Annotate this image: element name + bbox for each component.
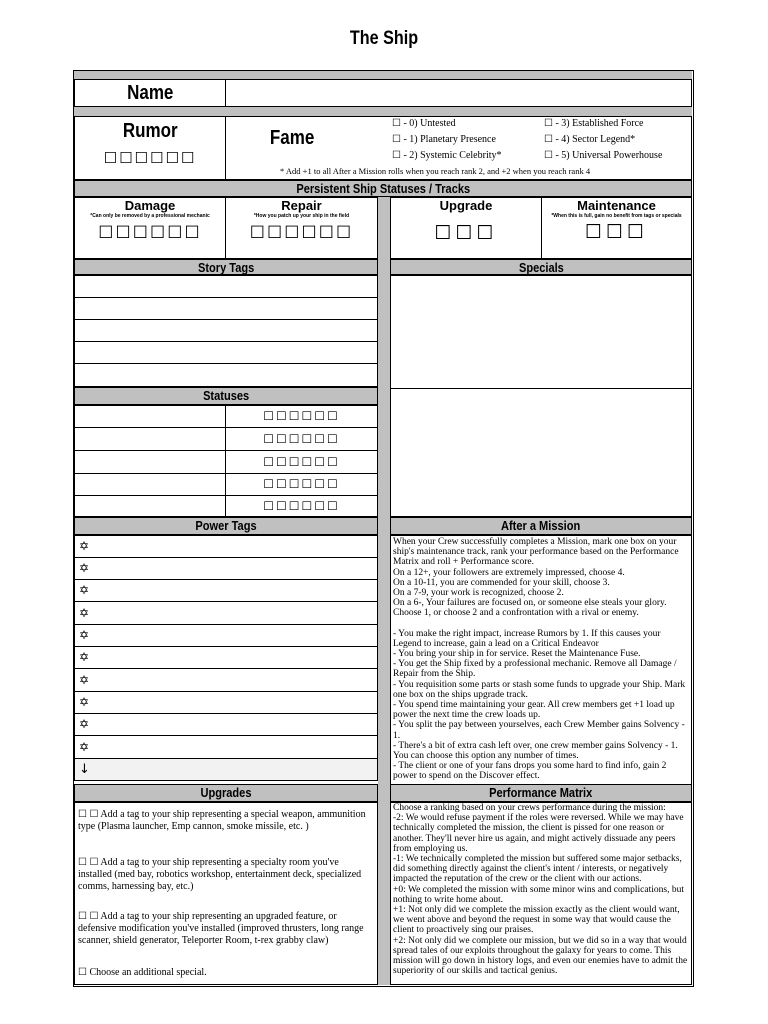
after-mission-text [390,535,692,787]
performance-line: -2: We would refuse payment if the roles were reversed. While we may have technically completed the mission, the client is pissed for one reason or another. They'll never hire us again, and might actively dissuade any peers from employing us. [393,813,684,854]
damage-checkboxes[interactable]: ☐☐☐☐☐☐ [98,223,202,243]
persistent-header: Persistent Ship Statuses / Tracks [74,180,692,197]
after-mission-line: On a 6-, Your failures are focused on, or someone else steals your glory. Choose 1, or choose 2 and a confrontation with a rival or enemy. [393,598,667,619]
star-icon: ✡ [79,606,90,620]
fame-note: * Add +1 to all After a Mission rolls when you reach rank 2, and +2 when you reach rank 4 [280,166,591,176]
power-tags-header: Power Tags [74,517,378,535]
arrow-down-icon: ↓ [79,762,90,777]
fame-cell [225,116,692,180]
maintenance-note: *When this is full, gain no benefit from tags or specials [551,213,682,219]
name-label-cell [74,79,226,107]
performance-text [390,802,692,985]
after-mission-line: When your Crew successfully completes a Mission, mark one box on your ship's maintenance track, rank your performance based on the Performance Matrix and roll + Performance score. [393,537,679,568]
middle-gap-2 [378,517,390,787]
power-tag-row[interactable] [74,713,378,736]
story-tag-row[interactable] [74,341,378,364]
star-icon: ✡ [79,628,90,642]
power-tag-row[interactable] [74,601,378,625]
upgrade-option[interactable]: ☐ ☐ Add a tag to your ship representing an upgraded feature, or defensive modification you've installed (improved thrusters, long range scanner, shield generator, Teleporter Room, t-rex grabby claw) [78,911,364,946]
star-icon: ✡ [79,673,90,687]
status-name[interactable] [74,405,226,428]
performance-header: Performance Matrix [390,784,692,802]
upgrade-option[interactable]: ☐ Choose an additional special. [78,967,207,978]
after-mission-line: - You spend time maintaining your gear. All crew members get +1 load up power the next time the crew loads up. [393,700,675,721]
status-name[interactable] [74,450,226,474]
ship-sheet [73,70,694,987]
status-tier-boxes[interactable]: ☐☐☐☐☐☐ [225,495,378,517]
story-tag-row[interactable] [74,275,378,298]
persistent-gap [378,197,390,259]
upgrade-cell [390,197,542,259]
performance-line: Choose a ranking based on your crews performance during the mission: [393,803,666,813]
power-tag-row[interactable] [74,579,378,602]
top-strip [74,71,692,79]
middle-gap-3 [378,784,390,985]
after-mission-line: On a 7-9, your work is recognized, choose 2. [393,588,564,599]
after-mission-line: - The client or one of your fans drops you some hard to find info, gain 2 power to spend on the Discover effect. [393,761,667,782]
maintenance-checkboxes[interactable]: ☐☐☐ [584,221,649,243]
rumor-checkboxes[interactable]: ☐☐☐☐☐☐ [103,149,197,167]
after-mission-spacer [393,619,689,629]
power-tag-row[interactable] [74,758,378,781]
fame-label: Fame [269,127,315,149]
after-mission-line: - There's a bit of extra cash left over, one crew member gains Solvency - 1. You can choose this option any number of times. [393,740,678,762]
story-tags-header: Story Tags [74,259,378,275]
after-mission-line: - You make the right impact, increase Rumors by 1. If this causes your Legend to increase, gain a lead on a Critical Endeavor [393,628,661,649]
special-slot[interactable] [390,275,692,389]
status-name[interactable] [74,473,226,496]
maintenance-cell [541,197,692,259]
repair-cell [225,197,378,259]
power-tag-row[interactable] [74,557,378,580]
after-mission-line: - You bring your ship in for service. Reset the Maintenance Fuse. [393,649,641,660]
fame-option-4[interactable]: ☐ - 4) Sector Legend* [544,134,636,145]
fame-option-1[interactable]: ☐ - 1) Planetary Presence [392,134,496,145]
after-mission-line: On a 12+, your followers are extremely impressed, choose 4. [393,567,625,578]
upgrade-label: Upgrade [439,198,493,213]
after-mission-line: - You split the pay between yourselves, each Crew Member gains Solvency - 1. [393,720,685,741]
rumor-label: Rumor [122,120,178,142]
power-tag-row[interactable] [74,535,378,558]
fame-option-3[interactable]: ☐ - 3) Established Force [544,118,644,129]
repair-label: Repair [281,198,322,213]
star-icon: ✡ [79,740,90,754]
page-title: The Ship [349,28,419,49]
statuses-header: Statuses [74,387,378,405]
upgrade-option[interactable]: ☐ ☐ Add a tag to your ship representing a special weapon, ammunition type (Plasma launcher, Emp cannon, smoke missile, etc. ) [78,809,366,832]
fame-option-2[interactable]: ☐ - 2) Systemic Celebrity* [392,150,502,161]
name-label: Name [126,82,174,104]
after-mission-line: On a 10-11, you are commended for your skill, choose 3. [393,577,610,588]
star-icon: ✡ [79,561,90,575]
status-tier-boxes[interactable]: ☐☐☐☐☐☐ [225,427,378,451]
specials-header: Specials [390,259,692,275]
power-tag-row[interactable] [74,735,378,759]
star-icon: ✡ [79,539,90,553]
power-tag-row[interactable] [74,624,378,647]
special-slot[interactable] [390,388,692,517]
status-name[interactable] [74,495,226,517]
after-mission-header: After a Mission [390,517,692,535]
performance-line: +0: We completed the mission with some minor wins and complications, but nothing to write home about. [393,884,684,905]
status-tier-boxes[interactable]: ☐☐☐☐☐☐ [225,473,378,496]
upgrade-option[interactable]: ☐ ☐ Add a tag to your ship representing a specialty room you've installed (med bay, robotics workshop, entertainment deck, specialized comms, harnessing bay, etc.) [78,857,362,892]
star-icon: ✡ [79,717,90,731]
fame-option-5[interactable]: ☐ - 5) Universal Powerhouse [544,150,663,161]
name-gap [74,107,692,116]
upgrades-list [74,802,378,985]
performance-line: +2: Not only did we complete our mission, but we did so in a way that would spread tales of our exploits throughout the galaxy for years to come. This mission will go down in history logs, and even our enemies have to admit the superiority of our skills and tactical genius. [393,935,688,977]
star-icon: ✡ [79,650,90,664]
status-name[interactable] [74,427,226,451]
star-icon: ✡ [79,583,90,597]
after-mission-line: - You get the Ship fixed by a professional mechanic. Remove all Damage / Repair from the Ship. [393,659,677,680]
repair-checkboxes[interactable]: ☐☐☐☐☐☐ [249,223,354,243]
story-tag-row[interactable] [74,319,378,342]
damage-note: *Can only be removed by a professional mechanic [90,213,210,219]
after-mission-line: - You requisition some parts or stash some funds to upgrade your Ship. Mark one box on the ships upgrade track. [393,679,686,700]
power-tag-row[interactable] [74,668,378,692]
story-tag-row[interactable] [74,297,378,320]
status-tier-boxes[interactable]: ☐☐☐☐☐☐ [225,405,378,428]
performance-line: -1: We technically completed the mission but suffered some major setbacks, did something directly against the client's intent / interests, or negatively impacted the reputation of the crew or the client with our actions. [393,854,682,885]
middle-gap-1 [378,259,390,517]
power-tag-row[interactable] [74,691,378,714]
maintenance-label: Maintenance [577,198,656,213]
star-icon: ✡ [79,695,90,709]
upgrades-header: Upgrades [74,784,378,802]
damage-label: Damage [124,198,176,213]
name-field[interactable] [225,79,692,107]
story-tag-row[interactable] [74,363,378,387]
upgrade-checkboxes[interactable]: ☐☐☐ [434,222,498,244]
power-tag-row[interactable] [74,646,378,669]
fame-option-0[interactable]: ☐ - 0) Untested [392,118,456,129]
damage-cell [74,197,226,259]
repair-note: *How you patch up your ship in the field [253,213,350,219]
performance-line: +1: Not only did we complete the mission exactly as the client would want, we went above and beyond the request in some way that would cause the client to proactively sing our praises. [393,905,680,936]
status-tier-boxes[interactable]: ☐☐☐☐☐☐ [225,450,378,474]
rumor-cell [74,116,226,180]
